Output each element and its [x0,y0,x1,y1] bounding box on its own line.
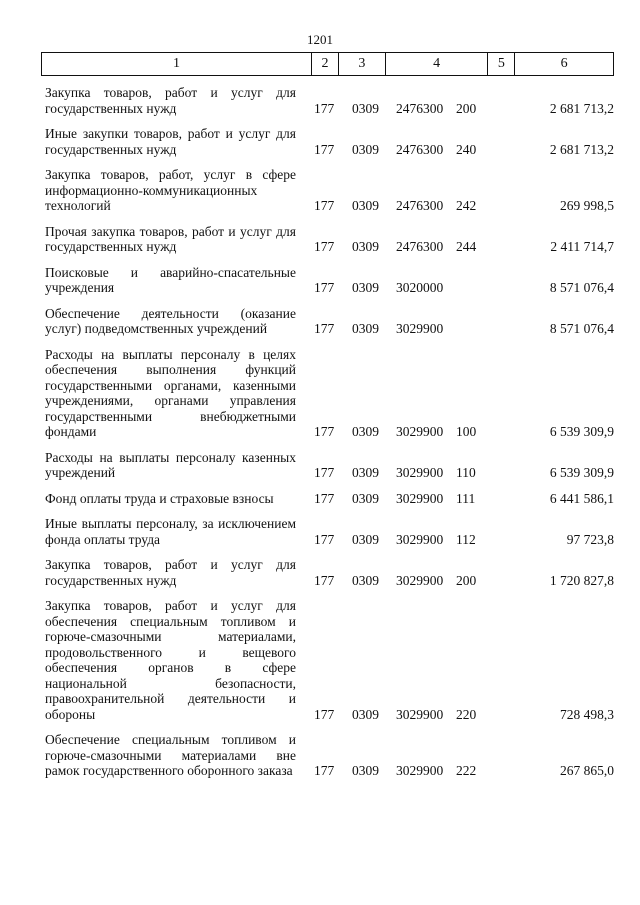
row-target-code: 3029900 [396,490,444,506]
row-name: Обеспечение специальным топливом и горюче-смазочными материалами вне рамок государственного оборонного заказа [45,732,296,778]
row-admin-code: 177 [314,572,335,588]
table-row [41,347,614,440]
table-row [41,265,614,296]
row-name: Закупка товаров, работ, услуг в сфере информационно-коммуникационных технологий [45,167,296,213]
row-section-code: 0309 [352,531,379,547]
row-vtype-code: 222 [456,763,477,778]
row-vtype-code: 242 [456,198,477,213]
row-vtype-code: 112 [456,531,476,547]
row-target-code: 3029900 [396,763,444,778]
row-amount: 267 865,0 [560,763,614,778]
row-vtype-code: 200 [456,572,477,588]
row-codes [296,142,614,158]
row-vtype-code: 100 [456,424,477,439]
table-row [41,450,614,481]
row-codes [296,573,614,589]
table-row [41,306,614,337]
table-row [41,732,614,779]
row-section-code: 0309 [352,321,379,336]
row-vtype-code: 110 [456,465,476,480]
row-target-code: 3029900 [396,321,444,336]
table-body [41,85,614,789]
row-target-code: 3029900 [396,531,444,547]
row-name: Прочая закупка товаров, работ и услуг для государственных нужд [45,223,296,254]
row-codes [296,763,614,779]
row-admin-code: 177 [314,280,335,295]
row-codes [296,198,614,214]
row-admin-code: 177 [314,763,335,778]
table-row [41,516,614,547]
row-amount: 97 723,8 [566,531,614,547]
row-target-code: 3029900 [396,465,444,480]
row-section-code: 0309 [352,490,379,506]
row-amount: 8 571 076,4 [549,280,614,295]
row-section-code: 0309 [352,424,379,439]
row-name: Иные выплаты персоналу, за исключением фонда оплаты труда [45,516,296,547]
header-col-6: 6 [514,53,613,75]
row-codes [296,532,614,548]
row-admin-code: 177 [314,490,335,506]
row-vtype-code [456,280,486,296]
row-codes [296,101,614,117]
row-admin-code: 177 [314,321,335,336]
row-vtype-code [456,321,486,337]
row-name: Закупка товаров, работ и услуг для обеспечения специальным топливом и горюче-смазочными материалами, продовольственного и вещевого обеспечения органов в сфере национальной безопасности, правоохранительной деятельности и обороны [45,598,296,722]
row-codes [296,424,614,440]
row-codes [296,707,614,723]
row-section-code: 0309 [352,706,379,722]
row-admin-code: 177 [314,706,335,722]
row-target-code: 2476300 [396,239,444,254]
table-row [41,491,614,507]
row-section-code: 0309 [352,572,379,588]
row-codes [296,280,614,296]
row-amount: 6 441 586,1 [549,490,614,506]
row-vtype-code: 200 [456,100,477,116]
row-codes [296,491,614,507]
header-col-5: 5 [487,53,514,75]
header-col-4: 4 [385,53,488,75]
row-name: Закупка товаров, работ и услуг для государственных нужд [45,557,296,588]
table-row [41,85,614,116]
row-amount: 6 539 309,9 [549,465,614,480]
row-admin-code: 177 [314,141,335,157]
page-number: 1201 [307,32,333,47]
row-target-code: 3029900 [396,706,444,722]
row-codes [296,239,614,255]
row-admin-code: 177 [314,100,335,116]
row-amount: 269 998,5 [560,198,614,213]
row-target-code: 3029900 [396,572,444,588]
row-name: Расходы на выплаты персоналу казенных учреждений [45,449,296,480]
row-section-code: 0309 [352,239,379,254]
row-section-code: 0309 [352,141,379,157]
row-amount: 1 720 827,8 [549,572,614,588]
row-amount: 2 681 713,2 [549,141,614,157]
row-admin-code: 177 [314,531,335,547]
row-admin-code: 177 [314,465,335,480]
row-admin-code: 177 [314,424,335,439]
row-name: Иные закупки товаров, работ и услуг для государственных нужд [45,126,296,157]
row-vtype-code: 244 [456,239,477,254]
table-row [41,557,614,588]
row-amount: 2 411 714,7 [550,239,614,254]
row-name: Фонд оплаты труда и страховые взносы [45,490,274,506]
table-header [41,52,614,76]
row-section-code: 0309 [352,763,379,778]
row-name: Закупка товаров, работ и услуг для государственных нужд [45,85,296,116]
row-section-code: 0309 [352,280,379,295]
row-vtype-code: 220 [456,706,477,722]
header-col-2: 2 [311,53,338,75]
row-amount: 728 498,3 [560,706,614,722]
row-admin-code: 177 [314,239,335,254]
row-target-code: 3020000 [396,280,444,295]
table-row [41,598,614,722]
row-target-code: 2476300 [396,141,444,157]
row-section-code: 0309 [352,465,379,480]
table-row [41,126,614,157]
row-amount: 8 571 076,4 [549,321,614,336]
row-section-code: 0309 [352,198,379,213]
row-amount: 6 539 309,9 [549,424,614,439]
row-codes [296,465,614,481]
row-name: Расходы на выплаты персоналу в целях обеспечения выполнения функций государственными органами, казенными учреждениями, органами управления государственными внебюджетными фондами [45,346,296,439]
row-codes [296,321,614,337]
row-vtype-code: 111 [456,490,476,506]
header-col-1: 1 [173,56,181,71]
table-row [41,167,614,214]
header-col-3: 3 [338,53,385,75]
row-target-code: 3029900 [396,424,444,439]
row-target-code: 2476300 [396,100,444,116]
row-vtype-code: 240 [456,141,477,157]
row-admin-code: 177 [314,198,335,213]
row-amount: 2 681 713,2 [549,100,614,116]
row-target-code: 2476300 [396,198,444,213]
row-name: Обеспечение деятельности (оказание услуг) подведомственных учреждений [45,305,296,336]
row-section-code: 0309 [352,100,379,116]
row-name: Поисковые и аварийно-спасательные учреждения [45,264,296,295]
table-row [41,224,614,255]
